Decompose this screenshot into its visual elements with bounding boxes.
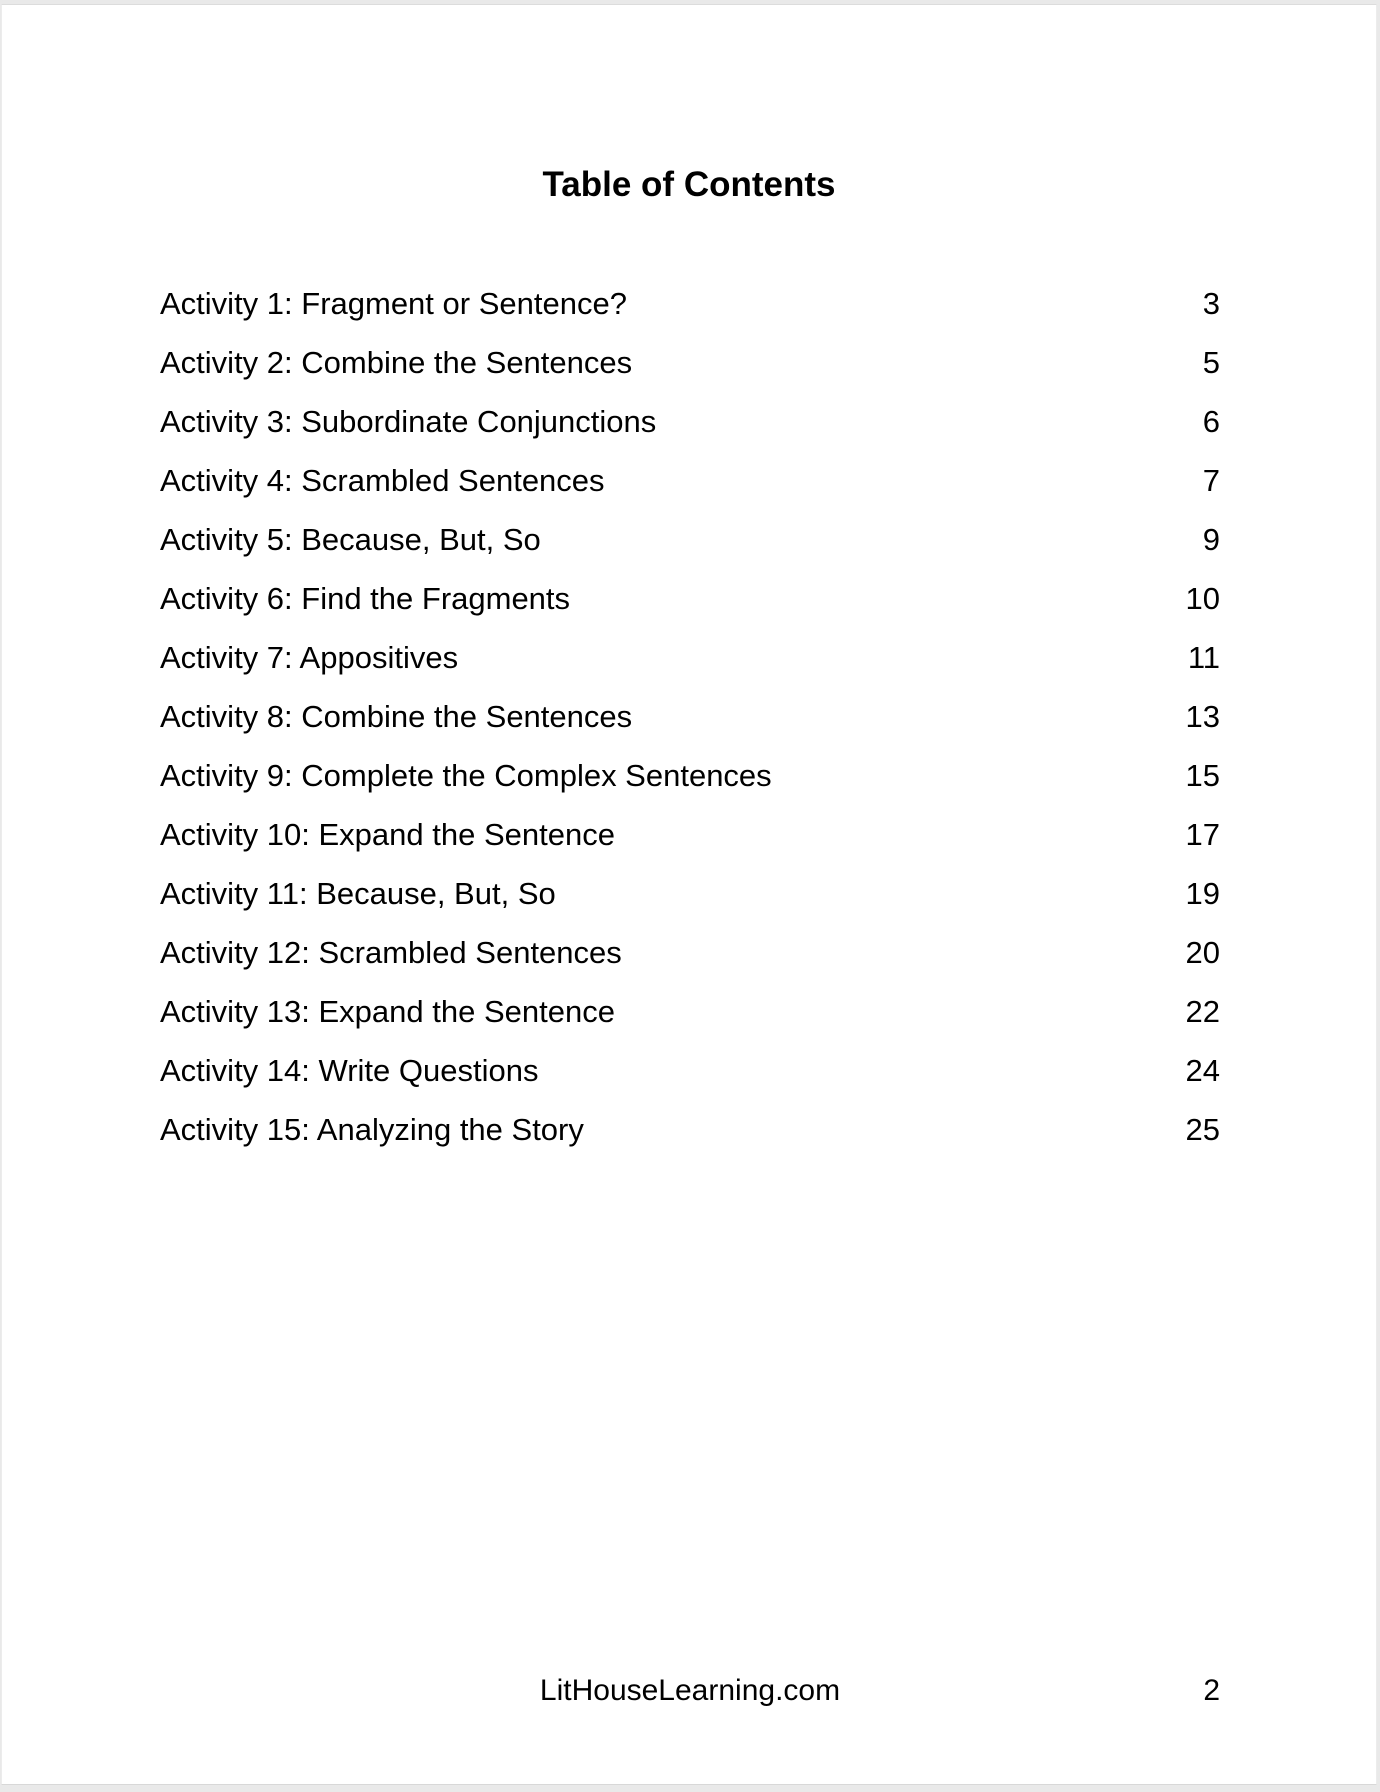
toc-entry-page: 15 [1185, 758, 1220, 793]
toc-entry-page: 17 [1185, 817, 1220, 852]
toc-entry-label: Activity 1: Fragment or Sentence? [160, 286, 627, 321]
toc-entry-page: 24 [1185, 1053, 1220, 1088]
toc-entry-page: 5 [1202, 345, 1220, 380]
toc-entry-label: Activity 6: Find the Fragments [160, 581, 571, 616]
toc-entry-label: Activity 12: Scrambled Sentences [160, 935, 622, 970]
toc-entry [160, 982, 1220, 1041]
toc-entry [160, 746, 1220, 805]
toc-entry [160, 451, 1220, 510]
toc-entry-label: Activity 3: Subordinate Conjunctions [160, 404, 657, 439]
toc-entry [160, 687, 1220, 746]
toc-entry [160, 569, 1220, 628]
toc-entry-label: Activity 8: Combine the Sentences [160, 699, 633, 734]
footer-page-number: 2 [1203, 1674, 1220, 1707]
toc-entry-label: Activity 4: Scrambled Sentences [160, 463, 605, 498]
toc-entry [160, 805, 1220, 864]
toc-entry-label: Activity 13: Expand the Sentence [160, 994, 615, 1029]
toc-entry-label: Activity 2: Combine the Sentences [160, 345, 633, 380]
page-title: Table of Contents [542, 165, 836, 204]
toc-entry [160, 274, 1220, 333]
page-footer [160, 1675, 1220, 1707]
document-page [1, 4, 1377, 1785]
toc-entry-page: 11 [1187, 640, 1220, 675]
table-of-contents [160, 274, 1220, 1159]
toc-entry [160, 923, 1220, 982]
toc-entry [160, 510, 1220, 569]
toc-entry-label: Activity 5: Because, But, So [160, 522, 541, 557]
toc-entry [160, 392, 1220, 451]
toc-entry-page: 7 [1202, 463, 1220, 498]
toc-entry-label: Activity 15: Analyzing the Story [160, 1112, 584, 1147]
toc-entry-page: 10 [1185, 581, 1220, 616]
toc-entry-label: Activity 10: Expand the Sentence [160, 817, 615, 852]
toc-entry-page: 20 [1185, 935, 1220, 970]
toc-entry-label: Activity 7: Appositives [160, 640, 459, 675]
toc-entry-page: 22 [1185, 994, 1220, 1029]
toc-entry [160, 1100, 1220, 1159]
toc-entry-page: 6 [1202, 404, 1220, 439]
toc-entry [160, 1041, 1220, 1100]
toc-entry-label: Activity 14: Write Questions [160, 1053, 539, 1088]
toc-entry-page: 3 [1202, 286, 1220, 321]
toc-entry-label: Activity 11: Because, But, So [160, 876, 556, 911]
toc-entry-label: Activity 9: Complete the Complex Sentences [160, 758, 772, 793]
toc-entry-page: 9 [1202, 522, 1220, 557]
toc-entry [160, 333, 1220, 392]
toc-entry-page: 13 [1185, 699, 1220, 734]
toc-entry-page: 19 [1185, 876, 1220, 911]
toc-entry-page: 25 [1185, 1112, 1220, 1147]
toc-entry [160, 864, 1220, 923]
footer-website: LitHouseLearning.com [539, 1674, 841, 1707]
toc-entry [160, 628, 1220, 687]
